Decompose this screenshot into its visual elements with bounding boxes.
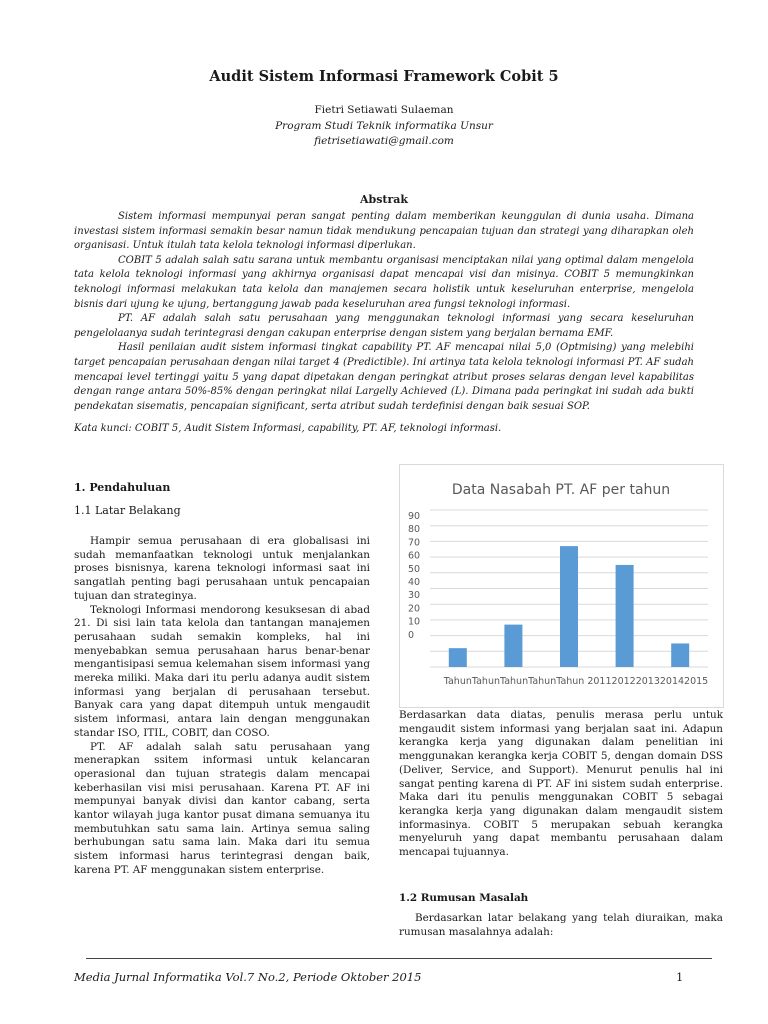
y-tick-label: 30 <box>408 590 421 602</box>
page-number: 1 <box>676 970 684 984</box>
bar-chart <box>400 465 723 707</box>
body-paragraph: Hampir semua perusahaan di era globalisasi ini sudah memanfaatkan teknologi untuk menjalankan proses bisnisnya, karena teknologi informasi saat ini sangatlah penting bagi perusahaan untuk pencapaian tujuan dan strateginya. <box>74 535 370 602</box>
y-tick-label: 70 <box>408 537 421 549</box>
bar-tahun-2013 <box>560 546 578 667</box>
footer-divider <box>86 958 712 959</box>
author-name: Fietri Setiawati Sulaeman <box>314 104 454 116</box>
y-axis-ticks <box>408 511 420 641</box>
introduction-body <box>74 535 370 878</box>
abstract-paragraph: COBIT 5 adalah salah satu sarana untuk membantu organisasi menciptakan nilai yang optimal dalam mengelola tata kelola teknologi informasi yang akhirnya organisasi dapat mencapai visi dan misinya. COBIT 5 memungkinkan teknologi informasi melakukan tata kelola dan manajemen secara holistik untuk keseluruhan enterprise, mengelola bisnis dari ujung ke ujung, bertanggung jawab pada keseluruhan area fungsi teknologi informasi. <box>74 254 694 310</box>
body-paragraph: Berdasarkan data diatas, penulis merasa perlu untuk mengaudit sistem informasi yang berjalan saat ini. Adapun kerangka kerja yang digunakan dalam penelitian ini menggunakan kerangka kerja COBIT 5, dengan domain DSS (Deliver, Service, and Support). Menurut penulis hal ini sangat penting karena di PT. AF ini sistem sudah enterprise. Maka dari itu penulis menggunakan COBIT 5 sebagai kerangka kerja yang digunakan dalam mengaudit sistem informasinya. COBIT 5 merupakan sebuah kerangka menyeluruh yang dapat membantu perusahaan dalam mencapai tujuannya. <box>399 709 723 859</box>
chart-title: Data Nasabah PT. AF per tahun <box>451 482 671 498</box>
body-paragraph: Teknologi Informasi mendorong kesuksesan di abad 21. Di sisi lain tata kelola dan tantangan manajemen perusahaan sudah semakin kompleks, hal ini menyebabkan semua perusahaan harus benar-benar mengantisipasi semua kelemahan sisem informasi yang mereka miliki. Maka dari itu perlu adanya audit sistem informasi yang berjalan di perusahaan tersebut. Banyak cara yang dapat ditempuh untuk mengaudit sistem informasi, antara lain dengan menggunakan standar ISO, ITIL, COBIT, dan COSO. <box>74 603 370 739</box>
bar-tahun-2011 <box>449 648 467 667</box>
abstract-paragraph: PT. AF adalah salah satu perusahaan yang menggunakan teknologi informasi yang secara keseluruhan pengelolaanya sudah terintegrasi dengan cakupan enterprise dengan sistem yang berjalan bernama EMF. <box>74 313 694 339</box>
section-heading-problem-statement: 1.2 Rumusan Masalah <box>399 892 529 904</box>
y-tick-label: 10 <box>408 616 421 628</box>
x-axis-tick-labels: TahunTahunTahunTahunTahun 20112012201320142015 <box>443 676 709 687</box>
subsection-heading-background: 1.1 Latar Belakang <box>74 504 181 517</box>
author-email[interactable]: fietrisetiawati@gmail.com <box>314 135 454 147</box>
abstract-heading: Abstrak <box>359 193 409 206</box>
chart-bars <box>449 546 689 667</box>
abstract-body <box>74 210 694 414</box>
abstract-paragraph: Hasil penilaian audit sistem informasi tingkat capability PT. AF mencapai nilai 5,0 (Optmising) yang melebihi target pencapaian perusahaan dengan nilai target 4 (Predictible). Ini artinya tata kelola teknologi informasi PT. AF sudah mencapai level tertinggi yaitu 5 yang dapat dipetakan dengan peringkat atribut proses selaras dengan level kapabilitas dengan range antara 50%-85% dengan peringkat nilai Largelly Achieved (L). Dimana pada peringkat ini sudah ada bukti pendekatan sisematis, pencapaian significant, serta atribut sudah terdefinisi dengan baik sesuai SOP. <box>74 342 694 412</box>
y-tick-label: 80 <box>408 524 421 536</box>
section-heading-introduction: 1. Pendahuluan <box>74 481 171 494</box>
body-paragraph: PT. AF adalah salah satu perusahaan yang menerapkan ssitem informasi untuk kelancaran operasional dan tujuan strategis dalam mencapai keberhasilan visi misi perusahaan. Karena PT. AF ini mempunyai banyak divisi dan kantor cabang, serta kantor wilayah juga kantor pusat dimana semuanya itu membutuhkan satu sama lain. Artinya semua saling berhubungan satu sama lain. Maka dari itu semua sistem informasi harus terintegrasi dengan baik, karena PT. AF menggunakan sistem enterprise. <box>74 740 370 876</box>
y-tick-label: 90 <box>408 511 421 522</box>
abstract-paragraph: Sistem informasi mempunyai peran sangat penting dalam memberikan keunggulan di dunia usaha. Dimana investasi sistem informasi semakin besar namun tidak mendukung pencapaian tujuan dan strategi yang diharapkan oleh organisasi. Untuk itulah tata kelola teknologi informasi diperlukan. <box>74 211 694 252</box>
journal-footer: Media Jurnal Informatika Vol.7 No.2, Periode Oktober 2015 <box>74 970 422 984</box>
problem-statement-body <box>399 912 723 939</box>
body-paragraph: Berdasarkan latar belakang yang telah diuraikan, maka rumusan masalahnya adalah: <box>399 912 723 938</box>
y-tick-label: 60 <box>408 550 421 562</box>
y-tick-label: 0 <box>408 629 415 641</box>
right-column-body <box>399 709 723 860</box>
affiliation: Program Studi Teknik informatika Unsur <box>275 120 493 132</box>
bar-tahun-2012 <box>504 625 522 667</box>
bar-tahun-2014 <box>616 565 634 667</box>
paper-title: Audit Sistem Informasi Framework Cobit 5 <box>209 68 559 85</box>
y-tick-label: 40 <box>408 577 421 588</box>
keywords: Kata kunci: COBIT 5, Audit Sistem Informasi, capability, PT. AF, teknologi informasi. <box>74 423 502 434</box>
y-tick-label: 20 <box>408 603 421 615</box>
y-tick-label: 50 <box>408 563 421 575</box>
chart-container <box>399 464 724 708</box>
bar-tahun-2015 <box>671 643 689 667</box>
